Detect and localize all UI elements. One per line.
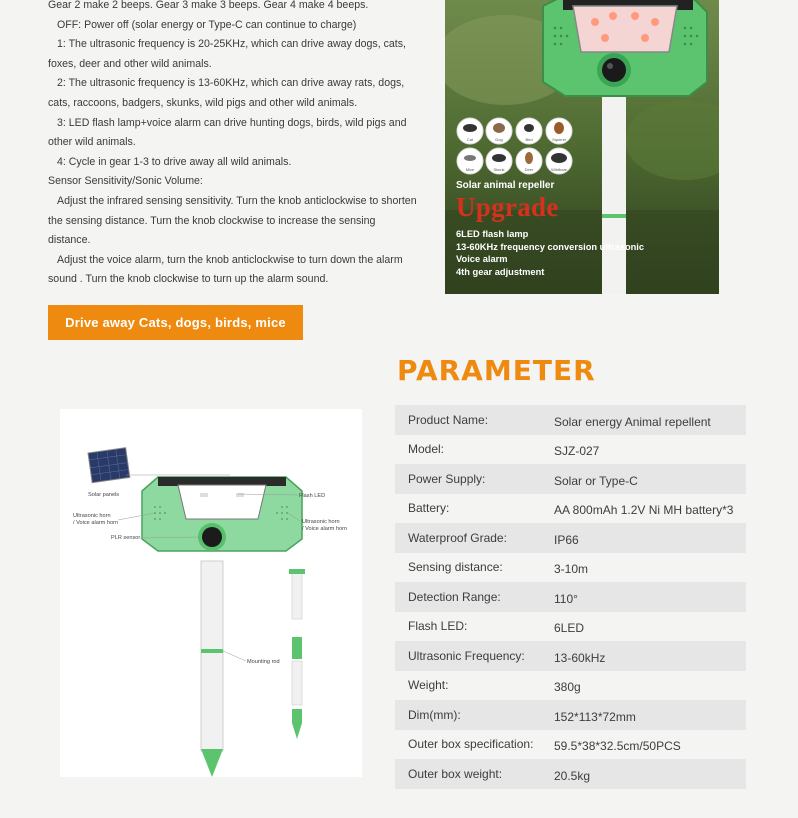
param-value: 20.5kg [554,768,591,783]
param-value: 380g [554,680,581,695]
desc-line: Adjust the voice alarm, turn the knob anticlockwise to turn down the alarm sound . Turn the knob clockwise to turn up the alarm sound. [48,253,403,286]
param-value: Solar or Type-C [554,473,638,488]
mounting-rod-label: Mounting rod [247,659,280,665]
product-subtitle: Solar animal repeller [456,180,555,191]
desc-line: 4: Cycle in gear 1-3 to drive away all wild animals. [57,155,292,168]
desc-line: 2: The ultrasonic frequency is 13-60KHz, which can drive away rats, dogs, cats, raccoons, badgers, skunks, wild pigs and other wild animals. [48,77,405,109]
table-row [395,553,746,583]
table-row [395,464,746,494]
param-key: Battery: [408,501,450,516]
table-row [395,700,746,730]
desc-line: Adjust the infrared sensing sensitivity. Turn the knob anticlockwise to shorten the sensing distance. Turn the knob clockwise to increase the sensing distance. [48,194,417,247]
param-value: Solar energy Animal repellent [554,414,711,429]
desc-line: OFF: Power off (solar energy or Type-C can continue to charge) [57,18,357,31]
table-row [395,435,746,465]
table-row [395,730,746,760]
device-diagram-illustration [60,409,362,777]
param-key: Ultrasonic Frequency: [408,648,525,663]
param-key: Power Supply: [408,471,486,486]
table-row [395,405,746,435]
description-text [48,0,418,290]
param-key: Detection Range: [408,589,501,604]
param-key: Outer box weight: [408,766,503,781]
param-key: Product Name: [408,412,489,427]
desc-line: Gear 2 make 2 beeps. Gear 3 make 3 beeps. Gear 4 make 4 beeps. [48,0,369,11]
param-key: Outer box specification: [408,737,534,752]
table-row [395,582,746,612]
drive-away-banner-button[interactable]: Drive away Cats, dogs, birds, mice [48,305,303,340]
table-row [395,494,746,524]
param-value: 59.5*38*32.5cm/50PCS [554,739,681,754]
feature-line: 13-60KHz frequency conversion ultrasonic [456,241,645,252]
table-row [395,612,746,642]
product-headline: Upgrade [456,192,559,222]
product-photo: Cat Dog Bird Squirrel Mice Skunk Deer Wildboar Solar animal repeller Upgrade 6LED flash lamp 13-60KHz frequency conversion ultrasonic Voice alarm 4th gear adjustment [445,0,719,294]
table-row [395,523,746,553]
param-key: Weight: [408,678,449,693]
param-value: 110° [554,591,578,606]
table-row [395,671,746,701]
param-value: 152*113*72mm [554,709,636,724]
solar-panels-label: Solar panels [88,492,120,498]
desc-line: Sensor Sensitivity/Sonic Volume: [48,175,203,188]
plr-sensor-label: PLR sensor [111,535,141,541]
horn-right-label: Ultrasonic horn / Voice alarm horn [302,519,348,532]
param-value: SJZ-027 [554,444,600,459]
table-row [395,759,746,789]
desc-line: 3: LED flash lamp+voice alarm can drive hunting dogs, birds, wild pigs and other wild animals. [48,116,407,149]
param-key: Dim(mm): [408,707,461,722]
desc-line: 1: The ultrasonic frequency is 20-25KHz, which can drive away dogs, cats, foxes, deer and other wild animals. [48,38,406,70]
horn-left-label: Ultrasonic horn / Voice alarm horn [73,513,119,526]
parameter-table [395,405,746,789]
feature-line: 6LED flash lamp [456,229,529,239]
param-value: IP66 [554,532,579,547]
param-value: 6LED [554,621,585,636]
param-key: Flash LED: [408,619,468,634]
flash-led-label: Flash LED [299,493,326,499]
table-row [395,641,746,671]
param-value: AA 800mAh 1.2V Ni MH battery*3 [554,503,734,518]
feature-line: 4th gear adjustment [456,266,545,277]
feature-line: Voice alarm [456,254,508,264]
param-key: Sensing distance: [408,560,503,575]
param-key: Waterproof Grade: [408,530,507,545]
param-value: 13-60kHz [554,650,606,665]
parameter-heading: PARAMETER [397,354,596,387]
param-key: Model: [408,442,445,457]
product-diagram [60,409,362,777]
param-value: 3-10m [554,562,589,577]
